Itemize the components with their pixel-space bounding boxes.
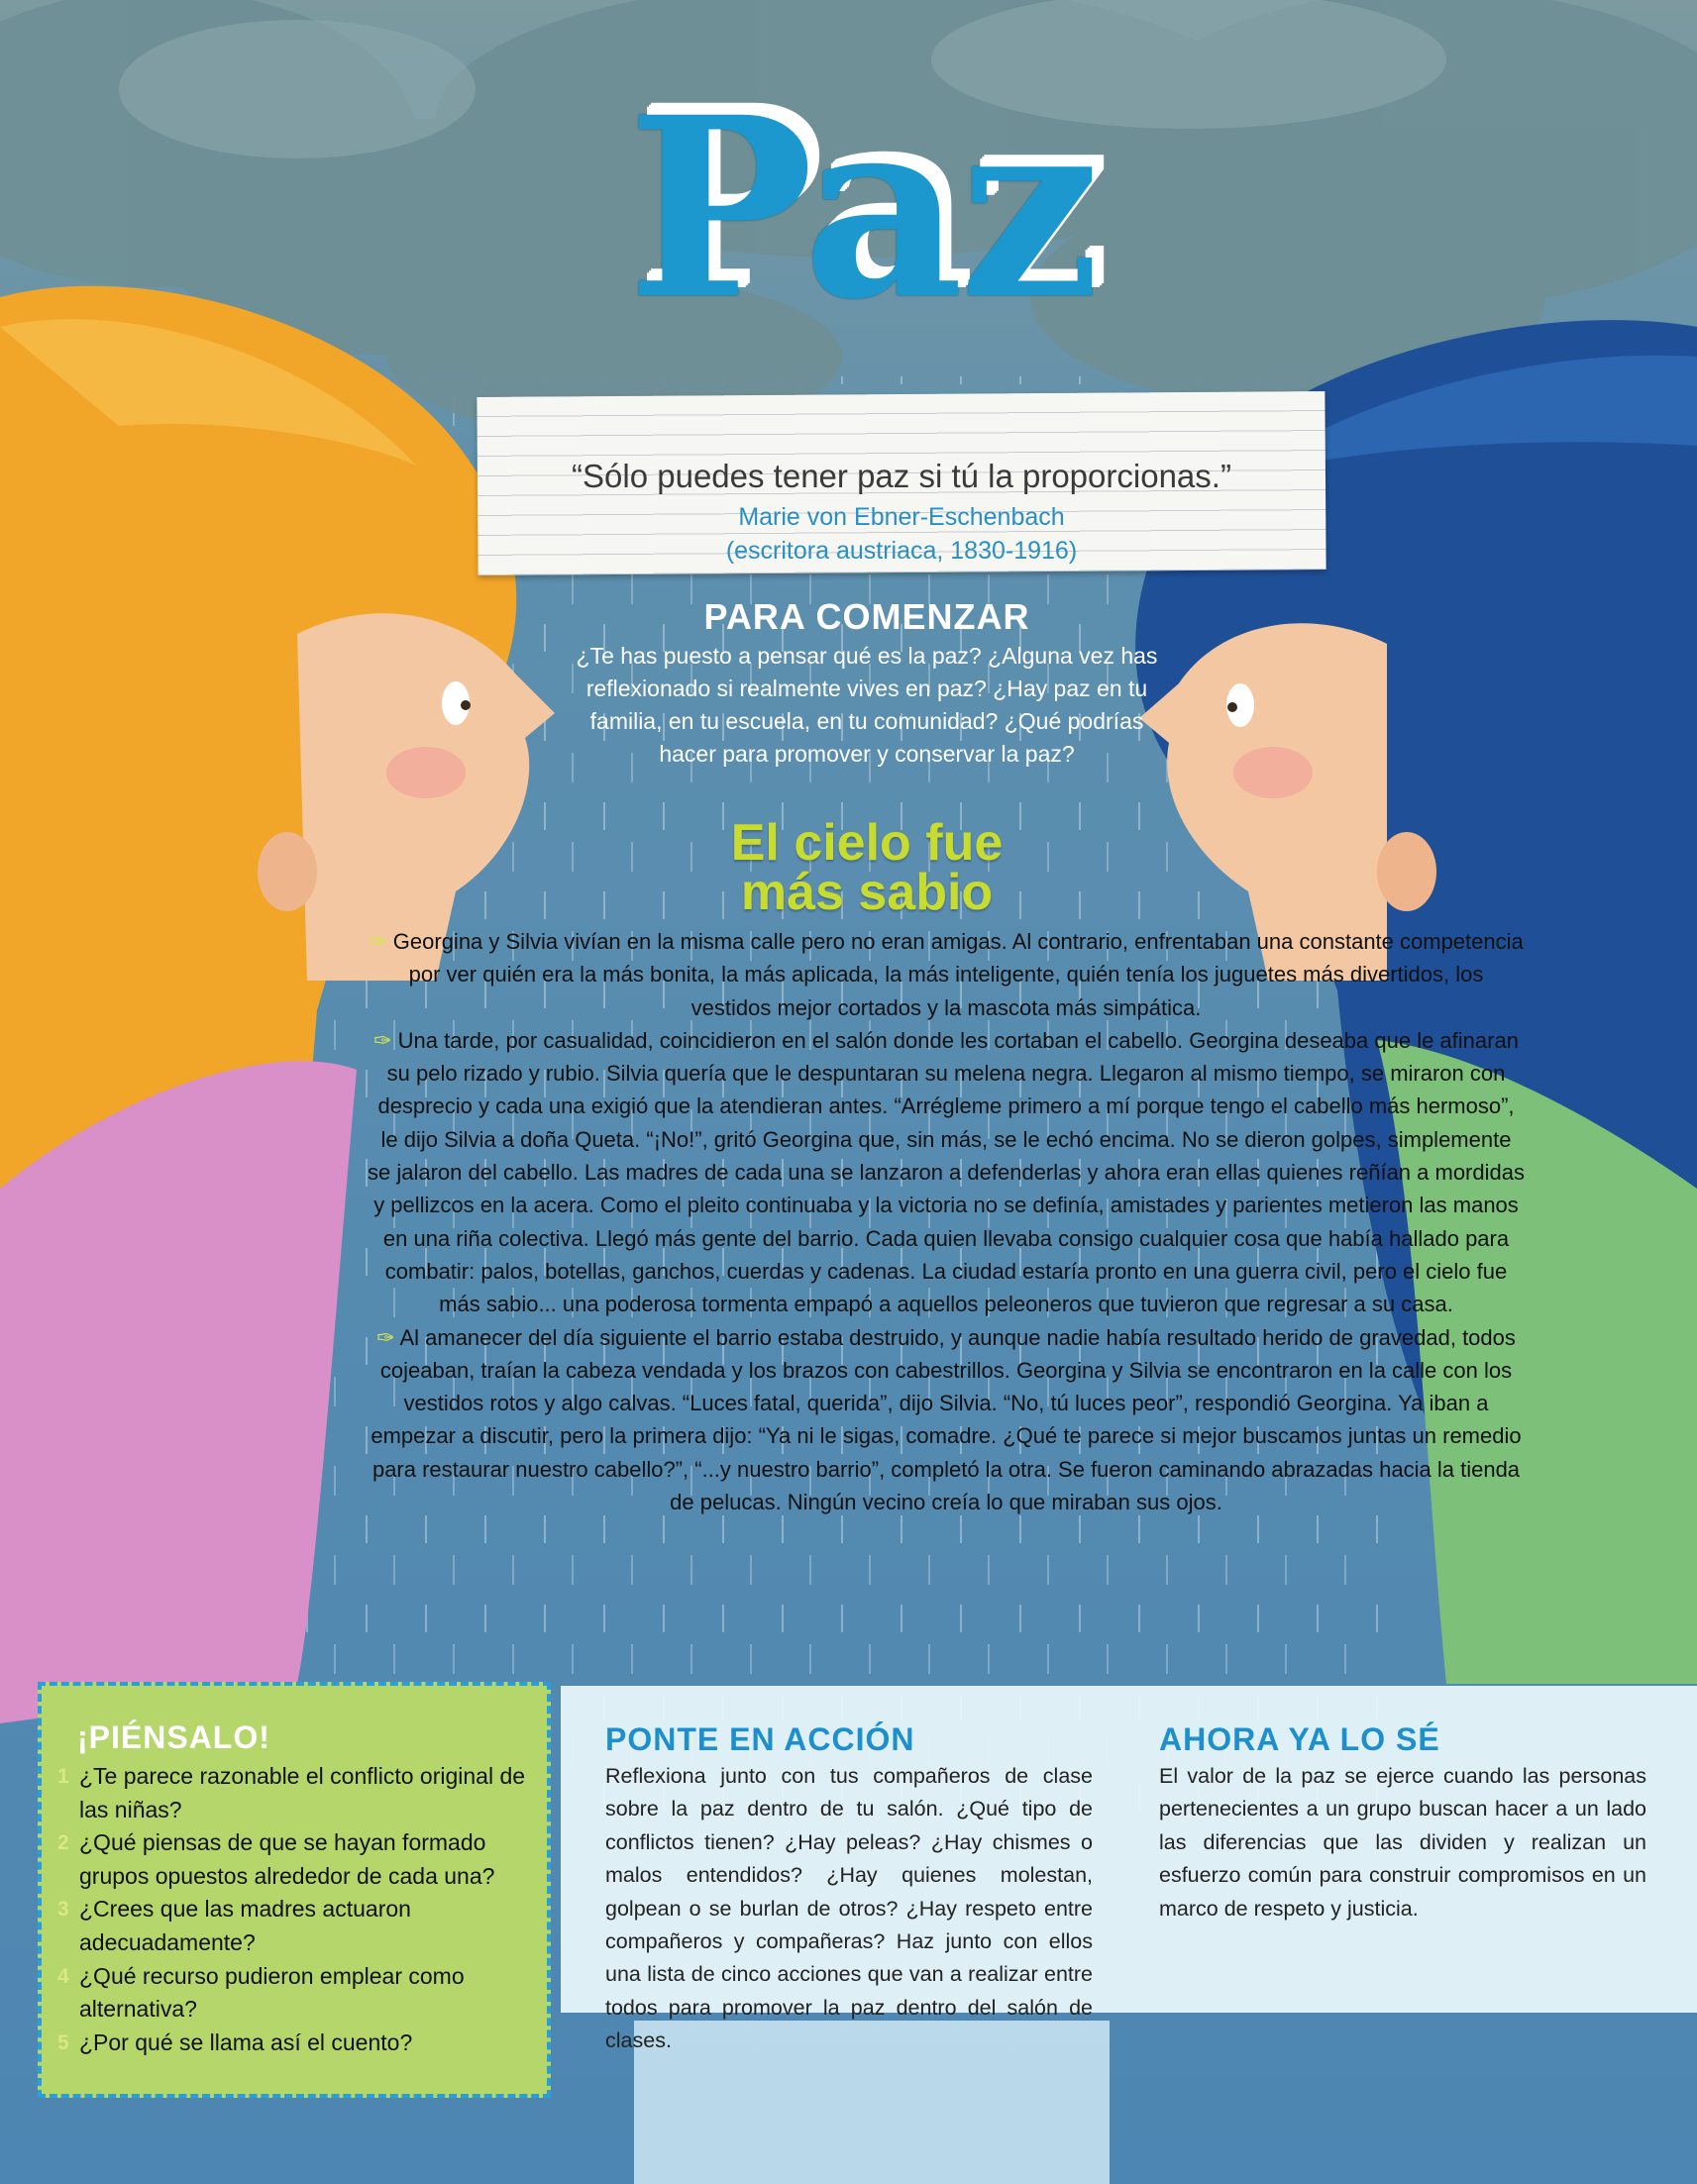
action-body: Reflexiona junto con tus compañeros de clase sobre la paz dentro de tu salón. ¿Qué tipo de conflictos tienen? ¿Hay peleas? ¿Hay chismes o malos entendidos? ¿Hay quienes molestan, golpean o se burlan de otros? ¿Hay respeto entre compañeros y compañeras? Haz junto con ellos una lista de cinco acciones que van a realizar entre todos para promover la paz dentro del salón de clases.: [605, 1764, 1093, 2053]
intro-heading: PARA COMENZAR: [703, 596, 1030, 637]
pencil-bullet-icon: ✑: [373, 1027, 392, 1053]
quote-author: Marie von Ebner-Eschenbach: [738, 503, 1065, 531]
now-heading: AHORA YA LO SÉ: [1159, 1721, 1440, 1757]
question-item: 5 ¿Por qué se llama así el cuento?: [57, 2028, 413, 2055]
quote-text: “Sólo puedes tener paz si tú la proporcionas.”: [572, 458, 1231, 494]
pencil-bullet-icon: ✑: [376, 1324, 395, 1350]
story-paragraph: ✑ Al amanecer del día siguiente el barrio estaba destruido, y aunque nadie había resultado herido de gravedad, todos cojeaban, traían la cabeza vendada y los brazos con cabestrillos. Georgina y Silvia se encontraron en la calle con los vestidos rotos y algo calvas. “Luces fatal, querida”, dijo Silvia. “No, tú luces peor”, respondió Georgina. Ya iban a empezar a discutir, pero la primera dijo: “Ya ni le sigas, comadre. ¿Qué te parece si mejor buscamos juntas un remedio para restaurar nuestro cabello?”, “...y nuestro barrio”, completó la otra. Se fueron caminando abrazadas hacia la tienda de pelucas. Ningún vecino creía lo que miraban sus ojos.: [371, 1324, 1522, 1515]
story-paragraph: ✑ Georgina y Silvia vivían en la misma calle pero no eran amigas. Al contrario, enfrentaban una constante competencia por ver quién era la más bonita, la más aplicada, la más inteligente, quién tenía los juguetes más divertidos, los vestidos mejor cortados y la mascota más simpática.: [369, 929, 1524, 1020]
now-body: El valor de la paz se ejerce cuando las personas pertenecientes a un grupo buscan hacer a un lado las diferencias que las dividen y realizan un esfuerzo común para construir compromisos en un marco de respeto y justicia.: [1159, 1764, 1646, 1921]
story-title-line-1: El cielo fue: [730, 814, 1004, 872]
story-body: [367, 925, 1526, 1518]
page-title: Paz: [627, 62, 1097, 354]
question-item: 4 ¿Qué recurso pudieron emplear como alternativa?: [57, 1962, 465, 2023]
pencil-bullet-icon: ✑: [369, 929, 387, 954]
question-item: 2 ¿Qué piensas de que se hayan formado grupos opuestos alrededor de cada una?: [57, 1829, 495, 1889]
quote-author-description: (escritora austriaca, 1830-1916): [725, 537, 1078, 565]
story-title: [555, 814, 1179, 921]
think-questions: [57, 1760, 533, 2059]
question-item: 3 ¿Crees que las madres actuaron adecuadamente?: [57, 1896, 411, 1955]
story-title-line-2: más sabio: [740, 864, 994, 921]
action-heading: PONTE EN ACCIÓN: [605, 1721, 915, 1757]
intro-body: ¿Te has puesto a pensar qué es la paz? ¿Alguna vez has reflexionado si realmente vives en paz? ¿Hay paz en tu familia, en tu escuela, en tu comunidad? ¿Qué podrías hacer para promover y conservar la paz?: [576, 643, 1158, 767]
story-paragraph: ✑ Una tarde, por casualidad, coincidieron en el salón donde les cortaban el cabello. Georgina deseaba que le afinaran su pelo rizado y rubio. Silvia quería que le despuntaran su melena negra. Llegaron al mismo tiempo, se miraron con desprecio y cada una exigió que la atendieran antes. “Arrégleme primero a mí porque tengo el cabello más hermoso”, le dijo Silvia a doña Queta. “¡No!”, gritó Georgina que, sin más, se le echó encima. No se dieron golpes, simplemente se jalaron del cabello. Las madres de cada una se lanzaron a defenderlas y ahora eran ellas quienes reñían a mordidas y pellizcos en la acera. Como el pleito continuaba y la victoria no se definía, amistades y parientes metieron las manos en una riña colectiva. Llegó más gente del barrio. Cada quien llevaba consigo cualquier cosa que había hallado para combatir: palos, botellas, ganchos, cuerdas y cadenas. La ciudad estaría pronto en una guerra civil, pero el cielo fue más sabio... una poderosa tormenta empapó a aquellos peleoneros que tuvieron que regresar a su casa.: [368, 1027, 1525, 1317]
question-item: 1 ¿Te parece razonable el conflicto original de las niñas?: [57, 1763, 526, 1822]
think-heading: ¡PIÉNSALO!: [77, 1719, 270, 1755]
